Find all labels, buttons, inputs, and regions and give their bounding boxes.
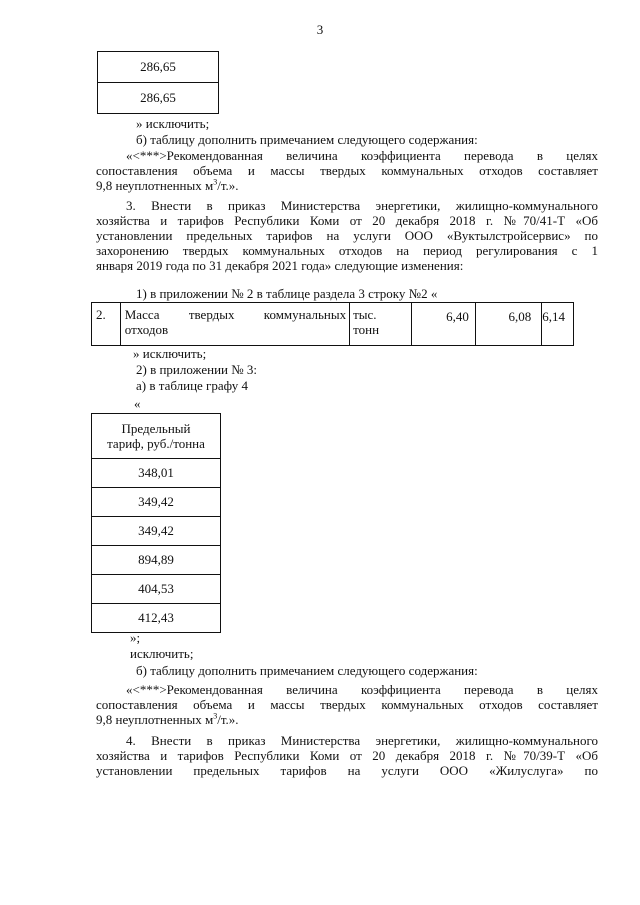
exclude-line-3: исключить;	[130, 646, 194, 661]
text-span: /т.».	[217, 178, 239, 193]
table-row	[92, 303, 574, 346]
table-cell: 412,43	[92, 604, 221, 633]
cell-text: тыс.	[353, 307, 377, 322]
text-line: «<***>Рекомендованная величина коэффициента перевода в целях	[126, 148, 598, 163]
table-row	[92, 459, 221, 488]
text-line: установлении предельных тарифов на услуги ООО «Вуктылстройсервис» по	[96, 228, 598, 243]
text-line: хозяйства и тарифов Республики Коми от 20 декабря 2018 г. №70/39-Т «Об	[96, 748, 598, 763]
table-row	[98, 52, 219, 83]
item-4-paragraph	[96, 733, 598, 778]
row-table-2	[91, 302, 574, 346]
text-line: 3. Внести в приказ Министерства энергетики, жилищно-коммунального	[126, 198, 598, 213]
text-line: хозяйства и тарифов Республики Коми от 20 декабря 2018 г. №70/41-Т «Об	[96, 213, 598, 228]
table-row	[92, 517, 221, 546]
text-span: 9,8 неуплотненных м	[96, 178, 214, 193]
text-line: установлении предельных тарифов на услуги ООО «Жилуслуга» по	[96, 763, 598, 778]
row-name-cell	[120, 303, 349, 346]
table-cell: 348,01	[92, 459, 221, 488]
text-span: /т.».	[217, 712, 239, 727]
value-table-1	[97, 51, 219, 114]
row-number-cell	[92, 303, 121, 346]
text-line: января 2019 года по 31 декабря 2021 года» следующие изменения:	[96, 258, 464, 273]
text-line: захоронению твердых коммунальных отходов на период регулирования с 1	[96, 243, 598, 258]
exclude-line-1: » исключить;	[136, 116, 210, 131]
note-intro-2: б) таблицу дополнить примечанием следующего содержания:	[136, 663, 478, 678]
table-cell: 404,53	[92, 575, 221, 604]
exclude-line-2: » исключить;	[133, 346, 207, 361]
table-cell: 349,42	[92, 488, 221, 517]
text-span: 9,8 неуплотненных м	[96, 712, 214, 727]
note-paragraph-1	[96, 148, 598, 193]
table-cell: 349,42	[92, 517, 221, 546]
open-quote: «	[134, 396, 141, 411]
text-line: 4. Внести в приказ Министерства энергетики, жилищно-коммунального	[126, 733, 598, 748]
item-3-sub-1: 1) в приложении № 2 в таблице раздела 3 строку №2 «	[136, 286, 438, 301]
note-intro-1: б) таблицу дополнить примечанием следующего содержания:	[136, 132, 478, 147]
value-cell	[411, 303, 475, 346]
row-unit-cell	[350, 303, 411, 346]
table-cell: 286,65	[98, 52, 219, 83]
text-line	[96, 178, 598, 193]
tariff-table-3	[91, 413, 221, 633]
text-line: сопоставления объема и массы твердых коммунальных отходов составляет	[96, 697, 598, 712]
value-cell	[542, 303, 574, 346]
table-row	[92, 604, 221, 633]
cell-text: 2.	[96, 307, 106, 322]
superscript: 3	[213, 711, 218, 721]
header-cell	[92, 414, 221, 459]
text-line: сопоставления объема и массы твердых коммунальных отходов составляет	[96, 163, 598, 178]
table-row	[92, 546, 221, 575]
cell-text: 6,08	[508, 309, 532, 324]
cell-text: 6,14	[542, 309, 565, 324]
table-cell: 894,89	[92, 546, 221, 575]
close-quote: »;	[130, 630, 141, 645]
table-row	[98, 83, 219, 114]
appendix-3-line: 2) в приложении № 3:	[136, 362, 258, 377]
text-line	[96, 712, 598, 727]
table-row	[92, 488, 221, 517]
note-paragraph-2	[96, 682, 598, 727]
table-header-row	[92, 414, 221, 459]
table-row	[92, 575, 221, 604]
superscript: 3	[213, 177, 218, 187]
cell-text: Масса твердых коммунальных	[124, 307, 347, 322]
text-line: «<***>Рекомендованная величина коэффициента перевода в целях	[126, 682, 598, 697]
header-text: Предельный	[121, 421, 191, 436]
value-cell	[475, 303, 541, 346]
cell-text: тонн	[353, 322, 380, 337]
page-number: 3	[316, 22, 324, 37]
header-text: тариф, руб./тонна	[107, 436, 205, 451]
table-cell: 286,65	[98, 83, 219, 114]
cell-text: отходов	[124, 322, 169, 337]
item-3-paragraph	[96, 198, 598, 273]
cell-text: 6,40	[446, 309, 469, 324]
column-4-line: а) в таблице графу 4	[136, 378, 249, 393]
